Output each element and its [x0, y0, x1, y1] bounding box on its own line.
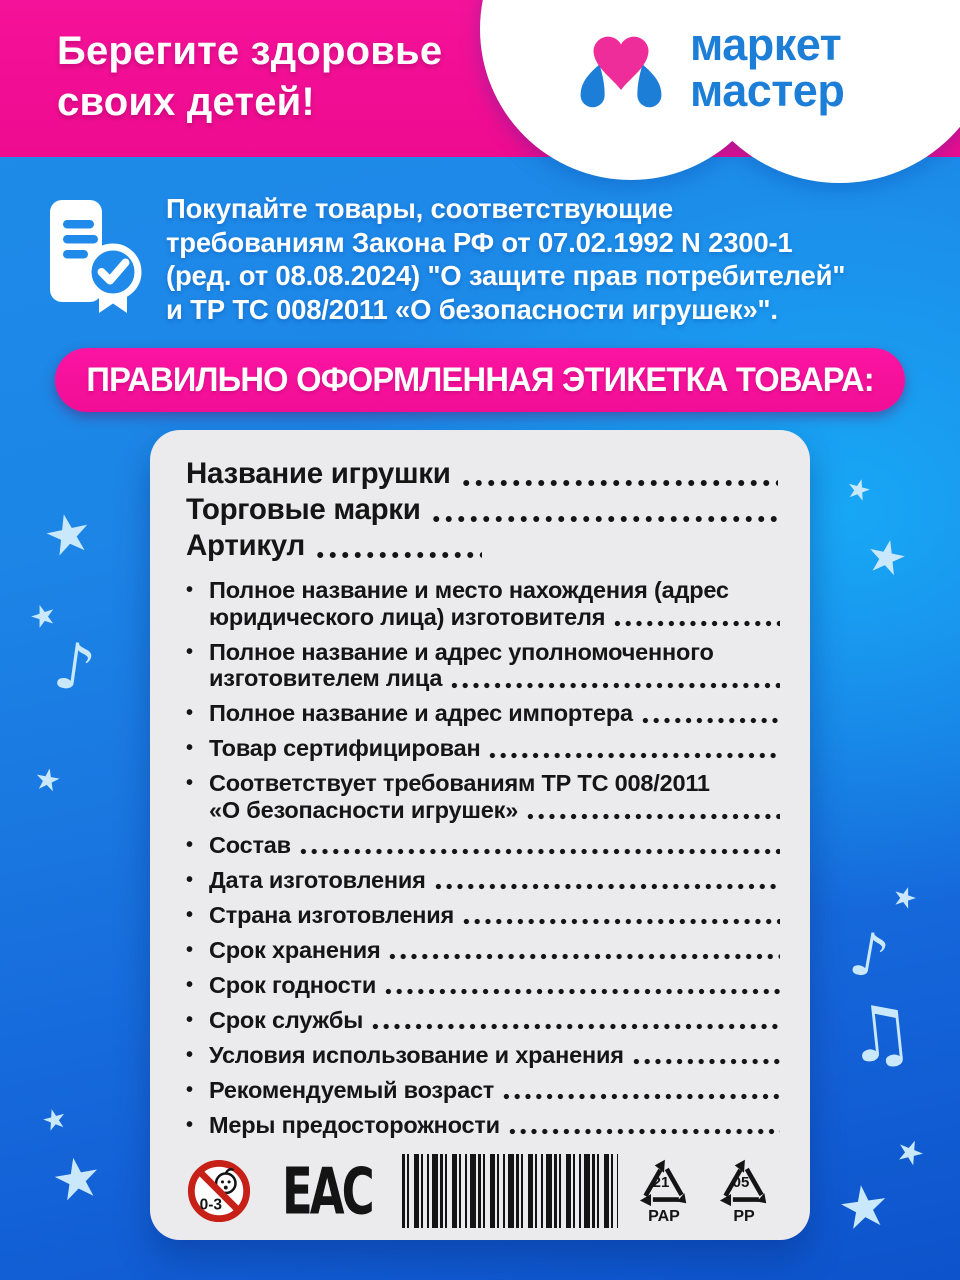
list-item — [186, 1042, 780, 1069]
list-item — [186, 770, 780, 823]
list-item — [186, 639, 780, 692]
recycle-21-pap-icon — [632, 1157, 696, 1226]
list-item — [186, 1007, 780, 1034]
bullet-icon: • — [186, 1113, 193, 1136]
market-master-logo — [578, 19, 948, 142]
item-text: Срок службы — [209, 1006, 364, 1033]
item-text: Полное название и адрес уполномоченного — [209, 638, 714, 665]
bullet-icon: • — [186, 640, 193, 663]
intro-line: (ред. от 08.08.2024) "О защите прав потребителей" — [166, 260, 846, 291]
recycle-number: 21 — [652, 1173, 670, 1191]
intro-line: и ТР ТС 008/2011 «О безопасности игрушек»". — [166, 293, 778, 325]
intro-line: Покупайте товары, соответствующие — [166, 193, 673, 224]
certificate-document-icon — [46, 194, 144, 316]
bullet-icon: • — [186, 938, 193, 961]
list-item — [186, 1077, 780, 1104]
section-banner-text: ПРАВИЛЬНО ОФОРМЛЕННАЯ ЭТИКЕТКА ТОВАРА: — [86, 360, 874, 399]
bullet-icon: • — [186, 1043, 193, 1066]
star-icon: ★ — [889, 1129, 931, 1175]
double-music-note-icon: ♫ — [841, 985, 919, 1082]
dotted-leader — [487, 752, 780, 759]
label-requirements-list — [186, 577, 780, 1138]
dotted-leader — [631, 1058, 780, 1065]
item-text: «О безопасности игрушек» — [209, 796, 519, 823]
bullet-icon: • — [186, 868, 193, 891]
label-card — [150, 430, 810, 1240]
item-text: Дата изготовления — [209, 866, 426, 893]
music-note-icon: ♪ — [49, 628, 100, 708]
list-item — [186, 1112, 780, 1139]
recycle-material: PP — [733, 1207, 755, 1225]
music-note-icon: ♪ — [844, 918, 895, 994]
item-text: юридического лица) изготовителя — [209, 603, 606, 630]
item-text: Полное название и место нахождения (адрес — [209, 577, 729, 603]
list-item — [186, 937, 780, 964]
intro-paragraph — [166, 192, 944, 326]
list-item — [186, 700, 780, 727]
label-field — [186, 492, 780, 528]
logo-word-market: маркет — [690, 19, 842, 70]
dotted-leader — [525, 813, 780, 820]
page-title-line2: своих детей! — [57, 80, 315, 124]
field-label: Артикул — [186, 529, 305, 562]
dotted-leader — [370, 1023, 780, 1030]
dotted-leader — [501, 1093, 780, 1100]
star-icon: ★ — [31, 760, 64, 801]
dotted-leader — [430, 515, 778, 523]
item-text: Соответствует требованиям ТР ТС 008/2011 — [209, 770, 710, 796]
star-icon: ★ — [46, 1143, 108, 1216]
bullet-icon: • — [186, 579, 193, 601]
dotted-leader — [314, 551, 482, 559]
dotted-leader — [507, 1128, 780, 1135]
dotted-leader — [383, 988, 780, 995]
bullet-icon: • — [186, 1078, 193, 1101]
label-field — [186, 528, 780, 564]
star-icon: ★ — [887, 877, 922, 918]
item-text: Рекомендуемый возраст — [209, 1076, 495, 1103]
bullet-icon: • — [186, 903, 193, 926]
item-text: Состав — [209, 831, 291, 858]
star-icon: ★ — [842, 470, 876, 509]
recycle-material: PAP — [648, 1207, 680, 1225]
dotted-leader — [298, 848, 780, 855]
list-item — [186, 832, 780, 859]
item-text: изготовителем лица — [209, 665, 443, 691]
item-text: Меры предосторожности — [209, 1111, 500, 1138]
dotted-leader — [449, 682, 780, 689]
bullet-icon: • — [186, 1008, 193, 1031]
star-icon: ★ — [25, 595, 62, 638]
page-title-line1: Берегите здоровье — [57, 29, 443, 73]
logo-cloud — [482, 0, 960, 190]
recycle-number: 05 — [732, 1173, 750, 1191]
bullet-icon: • — [186, 702, 193, 724]
list-item — [186, 902, 780, 929]
item-text: Товар сертифицирован — [209, 735, 481, 761]
bullet-icon: • — [186, 973, 193, 996]
label-field — [186, 456, 780, 492]
item-text: Страна изготовления — [209, 901, 455, 928]
intro-line: требованиям Закона РФ от 07.02.1992 N 2300-1 — [166, 226, 793, 258]
dotted-leader — [460, 479, 778, 487]
bullet-icon: • — [186, 833, 193, 856]
star-icon: ★ — [860, 526, 913, 588]
dotted-leader — [433, 883, 780, 890]
list-item — [186, 867, 780, 894]
field-label: Название игрушки — [186, 457, 451, 490]
section-banner — [55, 348, 905, 412]
bullet-icon: • — [186, 772, 193, 794]
recycle-05-pp-icon — [712, 1157, 776, 1226]
dotted-leader — [612, 620, 780, 627]
logo-word-master: мастер — [690, 65, 845, 116]
age-warning-0-3-icon — [186, 1158, 252, 1224]
logo-wordmark — [690, 19, 845, 116]
market-master-m-icon — [578, 24, 664, 120]
item-text: Условия использование и хранения — [209, 1041, 624, 1068]
dotted-leader — [387, 953, 780, 960]
list-item — [186, 577, 780, 630]
list-item — [186, 735, 780, 762]
item-text: Срок годности — [209, 971, 377, 998]
star-icon: ★ — [38, 1100, 71, 1139]
star-icon: ★ — [833, 1169, 895, 1245]
dotted-leader — [461, 918, 780, 925]
bullet-icon: • — [186, 737, 193, 759]
field-label: Торговые марки — [186, 493, 421, 526]
eac-mark: ЕАС — [282, 1153, 372, 1229]
svg-text:0-3: 0-3 — [199, 1196, 223, 1214]
barcode — [402, 1154, 618, 1228]
label-marks-row — [186, 1152, 780, 1230]
item-text: Срок хранения — [209, 936, 381, 963]
item-text: Полное название и адрес импортера — [209, 700, 633, 726]
list-item — [186, 972, 780, 999]
dotted-leader — [640, 717, 780, 724]
page-title — [57, 26, 442, 128]
star-icon: ★ — [37, 498, 99, 571]
